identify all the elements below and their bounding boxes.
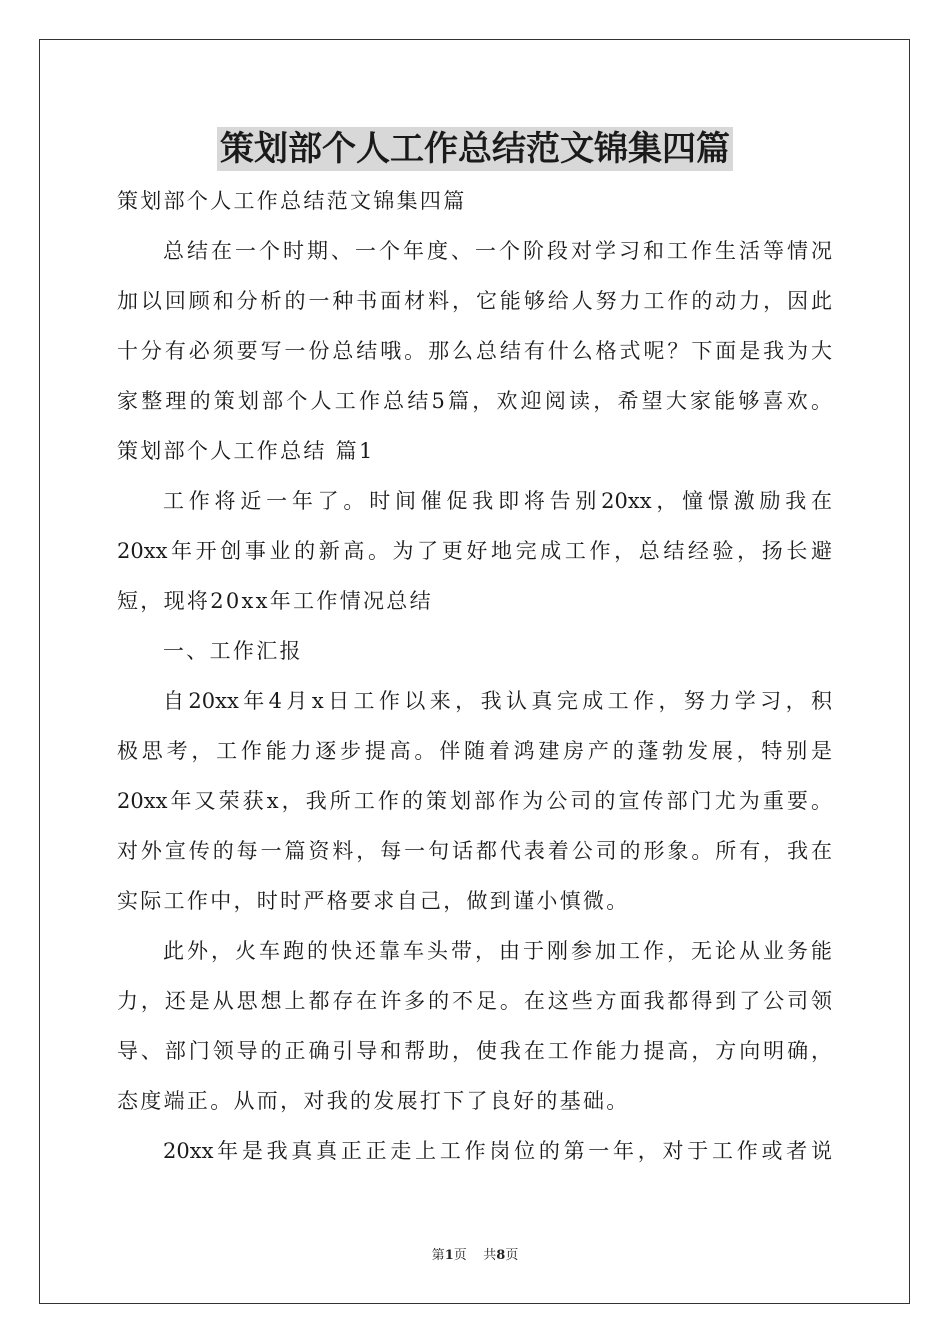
current-page-number: 1 (444, 1248, 454, 1263)
document-title-text: 策划部个人工作总结范文锦集四篇 (217, 127, 733, 171)
paragraph-line: 导、部门领导的正确引导和帮助，使我在工作能力提高，方向明确， (117, 1039, 832, 1063)
document-title (0, 122, 950, 176)
page-footer (0, 1244, 950, 1263)
page-mid: 页 共 (453, 1248, 497, 1263)
paragraph-line: 短，现将20xx年工作情况总结 (117, 589, 433, 613)
paragraph-line: 实际工作中，时时严格要求自己，做到谨小慎微。 (117, 889, 630, 913)
paragraph-line: 工作将近一年了。时间催促我即将告别20xx，憧憬激励我在 (163, 489, 832, 513)
paragraph-line: 总结在一个时期、一个年度、一个阶段对学习和工作生活等情况 (163, 239, 832, 263)
paragraph-line: 20xx年开创事业的新高。为了更好地完成工作，总结经验，扬长避 (117, 539, 832, 563)
page-prefix: 第 (431, 1248, 445, 1263)
page-suffix: 页 (505, 1248, 519, 1263)
subtitle-line: 策划部个人工作总结范文锦集四篇 (117, 189, 467, 213)
paragraph-line: 极思考，工作能力逐步提高。伴随着鸿建房产的蓬勃发展，特别是 (117, 739, 832, 763)
paragraph-line: 家整理的策划部个人工作总结5篇，欢迎阅读，希望大家能够喜欢。 (117, 389, 832, 413)
paragraph-line: 对外宣传的每一篇资料，每一句话都代表着公司的形象。所有，我在 (117, 839, 832, 863)
paragraph-line: 力，还是从思想上都存在许多的不足。在这些方面我都得到了公司领 (117, 989, 832, 1013)
paragraph-line: 态度端正。从而，对我的发展打下了良好的基础。 (117, 1089, 630, 1113)
paragraph-line: 20xx年是我真真正正走上工作岗位的第一年，对于工作或者说 (163, 1139, 832, 1163)
paragraph-line: 十分有必须要写一份总结哦。那么总结有什么格式呢？下面是我为大 (117, 339, 832, 363)
paragraph-line: 20xx年又荣获x，我所工作的策划部作为公司的宣传部门尤为重要。 (117, 789, 832, 813)
subsection-heading: 一、工作汇报 (163, 639, 303, 663)
document-body (117, 176, 832, 1176)
section-heading: 策划部个人工作总结 篇1 (117, 439, 375, 463)
paragraph-line: 此外，火车跑的快还靠车头带，由于刚参加工作，无论从业务能 (163, 939, 832, 963)
total-page-number: 8 (496, 1248, 506, 1263)
paragraph-line: 加以回顾和分析的一种书面材料，它能够给人努力工作的动力，因此 (117, 289, 832, 313)
paragraph-line: 自20xx年4月x日工作以来，我认真完成工作，努力学习，积 (163, 689, 832, 713)
